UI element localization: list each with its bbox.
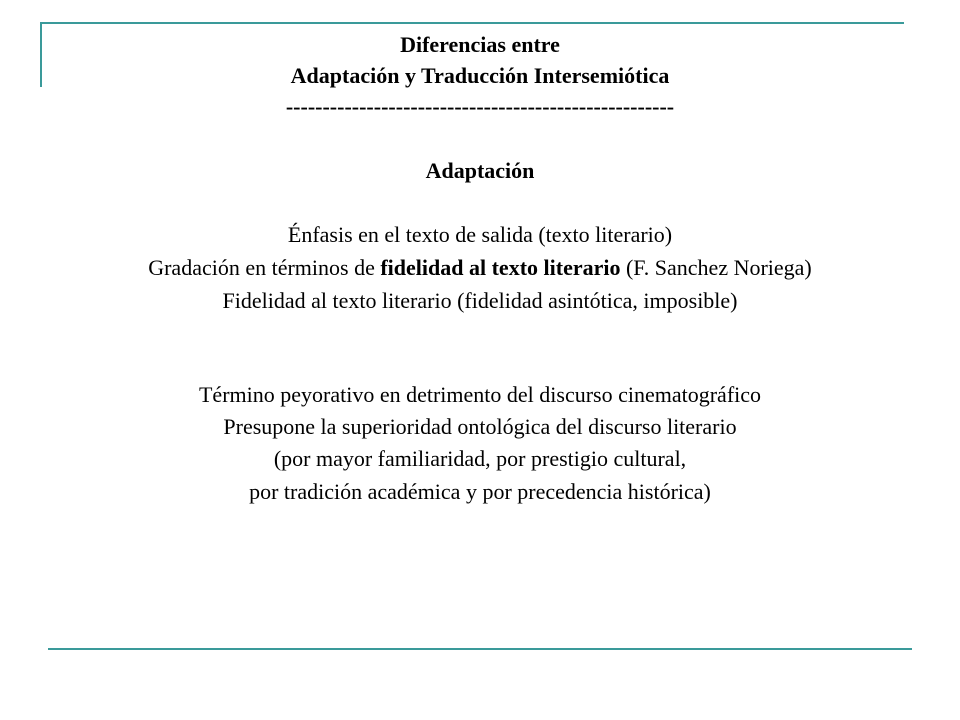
paragraph-1-line-1: Énfasis en el texto de salida (texto literario) <box>287 222 673 247</box>
paragraph-2-line-1: Término peyorativo en detrimento del discurso cinematográfico <box>198 382 762 407</box>
paragraph-1-line-2-emphasis: fidelidad al texto literario <box>380 255 621 280</box>
paragraph-2-line-2: Presupone la superioridad ontológica del discurso literario <box>223 414 737 439</box>
slide-title-line-2: Adaptación y Traducción Intersemiótica <box>290 63 670 88</box>
paragraph-1-line-2-before: Gradación en términos de <box>148 255 381 280</box>
paragraph-2-line-3: (por mayor familiaridad, por prestigio cultural, <box>273 446 687 471</box>
paragraph-1-line-2-after: (F. Sanchez Noriega) <box>620 255 812 280</box>
paragraph-1-line-2 <box>0 253 960 283</box>
slide-title-line-1: Diferencias entre <box>400 32 560 57</box>
section-heading: Adaptación <box>425 158 535 183</box>
bottom-decorative-rule <box>48 648 912 650</box>
title-divider: ----------------------------------------------------- <box>285 94 675 119</box>
top-decorative-rule <box>40 22 904 24</box>
paragraph-1-line-3: Fidelidad al texto literario (fidelidad asintótica, imposible) <box>222 288 738 313</box>
paragraph-2-line-4: por tradición académica y por precedencia histórica) <box>249 479 711 504</box>
